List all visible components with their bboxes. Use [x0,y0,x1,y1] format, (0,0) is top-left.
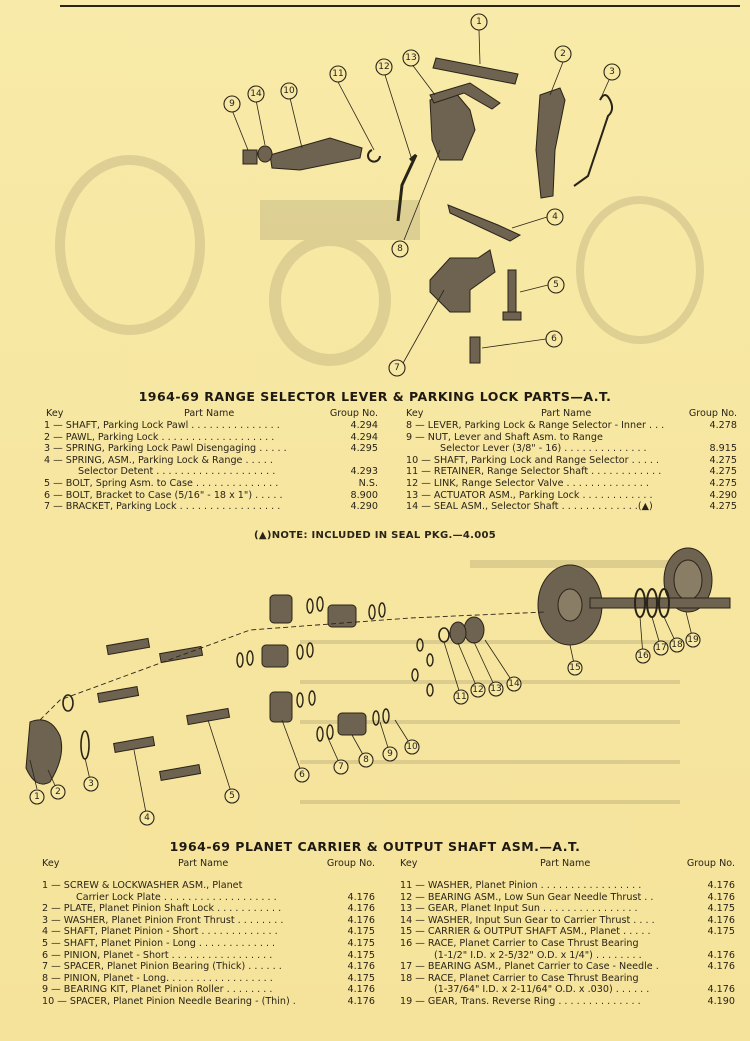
callout-8 [392,241,408,257]
callout-5 [225,789,239,803]
part-description: 9 — NUT, Lever and Shaft Asm. to Range [406,431,603,443]
svg-text:7: 7 [394,363,400,373]
callout-6 [546,331,562,347]
part-description: 11 — WASHER, Planet Pinion . . . . . . . . . . . . . . . . . [400,880,642,891]
table-header [400,858,735,880]
section-1-right-table [406,408,737,513]
table-row [42,926,375,938]
part-name-header: Part Name [540,858,591,869]
svg-text:12: 12 [472,685,484,695]
callout-3 [84,777,98,791]
part-description: 8 — PINION, Planet - Long. . . . . . . . . . . . . . . . . . [42,972,273,984]
group-number: 4.175 [347,937,375,949]
table-row [42,961,375,973]
table-row [400,938,735,950]
svg-text:7: 7 [338,762,344,772]
parking-lock-exploded-diagram [0,0,750,385]
svg-text:13: 13 [405,53,417,63]
callout-15 [568,661,582,675]
group-number: 4.176 [707,891,735,903]
part-description: 13 — ACTUATOR ASM., Parking Lock . . . . . . . . . . . . [406,489,653,501]
svg-text:14: 14 [508,679,520,689]
table-row [42,903,375,915]
seal-package-note: (▲)NOTE: INCLUDED IN SEAL PKG.—4.005 [253,530,497,541]
part-description: 4 — SHAFT, Planet Pinion - Short . . . . . . . . . . . . . [42,926,278,938]
callout-8 [359,753,373,767]
table-row [42,973,375,985]
part-description: 12 — BEARING ASM., Low Sun Gear Needle Thrust . . [400,891,654,903]
group-number: 4.190 [707,995,735,1007]
group-number: 4.176 [347,891,375,903]
svg-text:17: 17 [655,643,667,653]
part-description: 11 — RETAINER, Range Selector Shaft . . . . . . . . . . . . [406,466,662,478]
svg-text:10: 10 [406,742,418,752]
part-name-header: Part Name [184,408,235,419]
callout-9 [383,747,397,761]
part-description: Selector Lever (3/8" - 16) . . . . . . . . . . . . . . [440,443,647,455]
part-description: 1 — SHAFT, Parking Lock Pawl . . . . . . . . . . . . . . . [44,420,280,431]
part-description: 1 — SCREW & LOCKWASHER ASM., Planet [42,880,243,891]
callout-2 [51,785,65,799]
group-number: 4.176 [347,903,375,915]
table-row [400,880,735,892]
svg-text:4: 4 [552,212,558,222]
callout-1 [30,790,44,804]
group-number: 4.290 [350,501,378,513]
part-description: 10 — SHAFT, Parking Lock and Range Selector . . . . . [406,454,660,466]
table-row [44,455,378,467]
group-number: 4.175 [347,972,375,984]
svg-text:6: 6 [551,334,557,344]
group-number: 4.176 [707,880,735,891]
callout-2 [555,46,571,62]
section-2-left-table [42,858,375,1008]
group-number: 4.278 [709,420,737,431]
part-description: 7 — BRACKET, Parking Lock . . . . . . . . . . . . . . . . . [44,501,281,513]
group-number: 4.176 [347,961,375,973]
svg-text:19: 19 [687,635,699,645]
section-1-title: 1964-69 RANGE SELECTOR LEVER & PARKING LOCK PARTS—A.T. [138,389,612,404]
part-description: (1-1/2" I.D. x 2-5/32" O.D. x 1/4") . . . . . . . . [434,949,642,961]
group-number: 8.915 [709,443,737,455]
group-number: 4.275 [709,454,737,466]
table-row [44,443,378,455]
table-row [400,903,735,915]
part-description: 5 — SHAFT, Planet Pinion - Long . . . . . . . . . . . . . [42,937,276,949]
part-description: 4 — SPRING, ASM., Parking Lock & Range . . . . . [44,454,273,466]
svg-text:11: 11 [455,692,467,702]
part-description: 8 — LEVER, Parking Lock & Range Selector - Inner . . . [406,420,665,431]
callout-11 [330,66,346,82]
group-number: N.S. [358,477,378,489]
callout-5 [548,277,564,293]
table-row [406,443,737,455]
part-name-header: Part Name [178,858,229,869]
table-row [400,961,735,973]
callout-12 [471,683,485,697]
group-number: 4.176 [347,995,375,1007]
key-header: Key [42,858,60,869]
part-description: 17 — BEARING ASM., Planet Carrier to Case - Needle . [400,961,659,973]
table-row [406,490,737,502]
svg-text:11: 11 [332,69,344,79]
svg-text:5: 5 [229,791,235,801]
callout-13 [403,50,419,66]
svg-text:8: 8 [397,244,403,254]
callout-17 [654,641,668,655]
key-header: Key [406,408,424,419]
part-description: 2 — PAWL, Parking Lock . . . . . . . . . . . . . . . . . . . [44,431,275,443]
svg-text:4: 4 [144,813,150,823]
callout-6 [295,768,309,782]
group-header: Group No. [686,858,735,869]
table-row [406,432,737,444]
part-description: 18 — RACE, Planet Carrier to Case Thrust Bearing [400,972,639,984]
group-number: 4.275 [709,477,737,489]
svg-text:13: 13 [490,684,502,694]
callout-11 [454,690,468,704]
part-description: 15 — CARRIER & OUTPUT SHAFT ASM., Planet . . . . . [400,926,651,938]
parts-drawing-2 [26,548,730,784]
table-row [400,984,735,996]
group-number: 4.294 [350,431,378,443]
svg-text:2: 2 [55,787,61,797]
part-description: Carrier Lock Plate . . . . . . . . . . . . . . . . . . . [76,891,277,903]
callout-10 [281,83,297,99]
group-number: 4.175 [707,926,735,938]
table-header [42,858,375,880]
leader-lines-1 [232,30,609,365]
svg-text:16: 16 [637,651,649,661]
svg-text:6: 6 [299,770,305,780]
svg-text:10: 10 [283,86,295,96]
table-row [42,892,375,904]
part-description: 16 — RACE, Planet Carrier to Case Thrust Bearing [400,937,639,949]
background-ghost-table [300,560,700,804]
part-description: 10 — SPACER, Planet Pinion Needle Bearing - (Thin) . [42,995,296,1007]
group-number: 4.175 [347,926,375,938]
part-description: 14 — WASHER, Input Sun Gear to Carrier Thrust . . . . [400,914,655,926]
callout-14 [507,677,521,691]
part-name-header: Part Name [541,408,592,419]
part-description: 12 — LINK, Range Selector Valve . . . . . . . . . . . . . . [406,477,649,489]
table-row [44,466,378,478]
group-number: 4.293 [350,466,378,478]
svg-text:14: 14 [250,89,262,99]
svg-text:2: 2 [560,49,566,59]
part-description: 14 — SEAL ASM., Selector Shaft . . . . . . . . . . . . .(▲) [406,501,653,513]
svg-text:3: 3 [609,67,615,77]
table-row [406,466,737,478]
svg-text:1: 1 [34,792,40,802]
group-number: 4.275 [709,501,737,513]
table-row [44,478,378,490]
svg-text:8: 8 [363,755,369,765]
callout-7 [334,760,348,774]
part-description: 9 — BEARING KIT, Planet Pinion Roller . . . . . . . . [42,984,273,996]
table-row [406,478,737,490]
group-number: 4.176 [707,984,735,996]
svg-text:3: 3 [88,779,94,789]
callout-16 [636,649,650,663]
part-description: 13 — GEAR, Planet Input Sun . . . . . . . . . . . . . . . . [400,903,638,915]
part-description: 3 — WASHER, Planet Pinion Front Thrust . . . . . . . . [42,914,284,926]
table-row [400,973,735,985]
callout-10 [405,740,419,754]
background-ghost-drawing [60,160,700,360]
group-number: 4.175 [347,949,375,961]
svg-text:18: 18 [671,640,683,650]
table-row [44,432,378,444]
table-row [42,880,375,892]
svg-text:5: 5 [553,280,559,290]
group-number: 4.176 [347,984,375,996]
part-description: 6 — PINION, Planet - Short . . . . . . . . . . . . . . . . . [42,949,273,961]
group-header: Group No. [329,408,378,419]
table-row [400,996,735,1008]
table-row [42,915,375,927]
group-number: 4.176 [347,914,375,926]
key-header: Key [46,408,64,419]
table-row [42,996,375,1008]
part-description: (1-37/64" I.D. x 2-11/64" O.D. x .030) . . . . . . [434,984,650,996]
table-row [400,915,735,927]
svg-text:1: 1 [476,17,482,27]
table-row [406,501,737,513]
table-row [42,938,375,950]
group-number: 8.900 [350,489,378,501]
callout-13 [489,682,503,696]
callout-9 [224,96,240,112]
callout-12 [376,59,392,75]
section-2-right-table [400,858,735,1008]
table-row [400,926,735,938]
part-description: 19 — GEAR, Trans. Reverse Ring . . . . . . . . . . . . . . [400,995,641,1007]
table-row [44,501,378,513]
callout-3 [604,64,620,80]
callout-1 [471,14,487,30]
group-number: 4.290 [709,489,737,501]
table-row [406,455,737,467]
table-row [42,950,375,962]
section-2-title: 1964-69 PLANET CARRIER & OUTPUT SHAFT ASM.—A.T. [169,839,581,854]
table-row [44,490,378,502]
group-header: Group No. [688,408,737,419]
part-description: 7 — SPACER, Planet Pinion Bearing (Thick) . . . . . . [42,961,282,973]
part-description: 2 — PLATE, Planet Pinion Shaft Lock . . . . . . . . . . . [42,903,282,915]
callout-19 [686,633,700,647]
table-row [400,950,735,962]
part-description: 6 — BOLT, Bracket to Case (5/16" - 18 x 1") . . . . . [44,489,283,501]
section-1-left-table [44,408,378,513]
group-number: 4.295 [350,443,378,455]
group-number: 4.176 [707,961,735,973]
table-row [406,420,737,432]
table-row [42,984,375,996]
group-number: 4.294 [350,420,378,431]
part-description: 3 — SPRING, Parking Lock Pawl Disengaging . . . . . [44,443,287,455]
table-header [44,408,378,420]
planet-carrier-exploded-diagram [0,545,750,835]
callout-4 [547,209,563,225]
part-description: 5 — BOLT, Spring Asm. to Case . . . . . . . . . . . . . . [44,477,279,489]
group-number: 4.176 [707,949,735,961]
group-header: Group No. [326,858,375,869]
table-row [400,892,735,904]
svg-text:12: 12 [378,62,390,72]
table-header [406,408,737,420]
group-number: 4.275 [709,466,737,478]
group-number: 4.175 [707,903,735,915]
key-header: Key [400,858,418,869]
callout-18 [670,638,684,652]
svg-text:9: 9 [387,749,393,759]
callout-7 [389,360,405,376]
callout-4 [140,811,154,825]
svg-text:9: 9 [229,99,235,109]
svg-text:15: 15 [569,663,581,673]
callout-14 [248,86,264,102]
table-row [44,420,378,432]
part-description: Selector Detent . . . . . . . . . . . . . . . . . . . . [78,466,276,478]
group-number: 4.176 [707,914,735,926]
